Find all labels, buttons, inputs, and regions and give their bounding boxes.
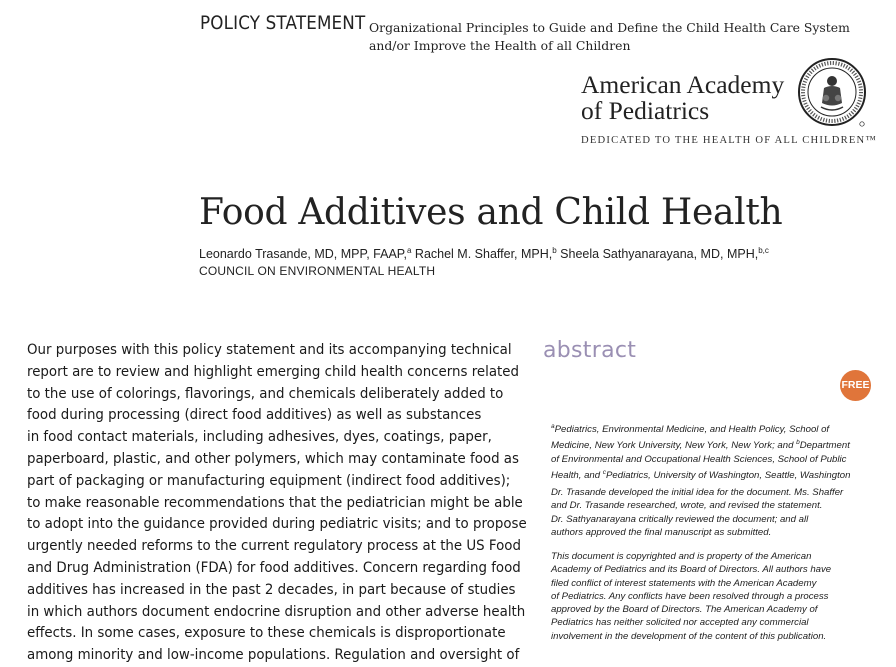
affiliation-text: Medicine, New York University, New York, New York; and: [551, 440, 797, 452]
body-line: additives has increased in the past 2 decades, in part because of studies: [27, 581, 516, 598]
council-name: COUNCIL ON ENVIRONMENTAL HEALTH: [199, 264, 436, 278]
copyright-line: of Pediatrics. Any conflicts have been resolved through a process: [551, 590, 829, 602]
body-line: report are to review and highlight emerging child health concerns related: [27, 363, 519, 380]
copyright-line: filed conflict of interest statements with the American Academy: [551, 577, 817, 589]
body-line: among minority and low-income populations. Regulation and oversight of: [27, 647, 520, 664]
affiliation-marker: a: [407, 246, 412, 255]
author-list: [199, 246, 769, 261]
org-line: Organizational Principles to Guide and Define the Child Health Care System: [369, 20, 850, 35]
contributions-line: and Dr. Trasande researched, wrote, and revised the statement.: [551, 500, 823, 512]
affiliation-marker: b: [552, 246, 557, 255]
aap-tagline: DEDICATED TO THE HEALTH OF ALL CHILDREN™: [581, 135, 877, 146]
aap-seal-icon: [797, 57, 867, 127]
body-line: paperboard, plastic, and other polymers, which may contaminate food as: [27, 450, 519, 467]
copyright-line: approved by the Board of Directors. The American Academy of: [551, 604, 818, 616]
aap-name-line: American Academy: [581, 70, 785, 99]
copyright-line: Pediatrics has neither solicited nor accepted any commercial: [551, 617, 809, 629]
body-line: in which authors document endocrine disruption and other adverse health: [27, 603, 526, 620]
body-line: in food contact materials, including adhesives, dyes, coatings, paper,: [27, 429, 492, 446]
article-title: Food Additives and Child Health: [199, 192, 783, 233]
affiliation-text: Health, and: [551, 470, 603, 482]
affiliation-line: [551, 420, 881, 436]
aap-logo-text: [581, 72, 784, 124]
body-line: to adopt into the guidance provided during pediatric visits; and to propose: [27, 516, 527, 533]
body-line: food during processing (direct food additives) as well as substances: [27, 407, 482, 424]
affiliation-line: [551, 466, 881, 482]
body-line: to the use of colorings, flavorings, and chemicals deliberately added to: [27, 385, 504, 402]
abstract-body: [27, 340, 527, 667]
contributions-line: Dr. Trasande developed the initial idea for the document. Ms. Shaffer: [551, 487, 844, 498]
affiliations-note: [551, 420, 881, 483]
organizational-principles-heading: [369, 19, 869, 55]
affiliation-text: Department: [799, 440, 850, 452]
body-line: Our purposes with this policy statement and its accompanying technical: [27, 342, 512, 358]
author-name: Sheela Sathyanarayana, MD, MPH,: [556, 247, 759, 262]
body-line: effects. In some cases, exposure to these chemicals is disproportionate: [27, 625, 506, 642]
affiliation-marker: a: [551, 423, 555, 430]
copyright-line: Academy of Pediatrics and its Board of Directors. All authors have: [551, 564, 832, 576]
contributions-note: [551, 486, 881, 539]
body-line: to make reasonable recommendations that the pediatrician might be able: [27, 494, 523, 511]
copyright-line: This document is copyrighted and is property of the American: [551, 551, 812, 562]
affiliation-marker: b: [796, 439, 800, 447]
abstract-heading: abstract: [543, 338, 637, 363]
copyright-note: [551, 550, 881, 643]
affiliation-text: of Environmental and Occupational Health Sciences, School of Public: [551, 453, 847, 465]
affiliation-text: Pediatrics, Environmental Medicine, and Health Policy, School of: [554, 424, 830, 436]
body-line: and Drug Administration (FDA) for food additives. Concern regarding food: [27, 559, 521, 576]
contributions-line: authors approved the final manuscript as submitted.: [551, 526, 772, 538]
author-name: Rachel M. Shaffer, MPH,: [411, 247, 553, 262]
policy-statement-label: POLICY STATEMENT: [200, 12, 366, 34]
affiliation-line: [551, 436, 881, 452]
free-badge: FREE: [840, 370, 871, 401]
contributions-line: Dr. Sathyanarayana critically reviewed the document; and all: [551, 513, 809, 525]
org-line: and/or Improve the Health of all Children: [369, 38, 631, 53]
aap-name-line: of Pediatrics: [581, 96, 710, 125]
copyright-line: involvement in the development of the content of this publication.: [551, 630, 827, 642]
body-line: urgently needed reforms to the current regulatory process at the US Food: [27, 538, 521, 555]
body-line: part of packaging or manufacturing equipment (indirect food additives);: [27, 472, 511, 489]
affiliation-text: Pediatrics, University of Washington, Seattle, Washington: [606, 470, 851, 482]
affiliation-marker: c: [602, 469, 606, 477]
affiliation-line: [551, 453, 881, 466]
author-name: Leonardo Trasande, MD, MPP, FAAP,: [199, 247, 407, 262]
affiliation-marker: b,c: [758, 246, 769, 255]
